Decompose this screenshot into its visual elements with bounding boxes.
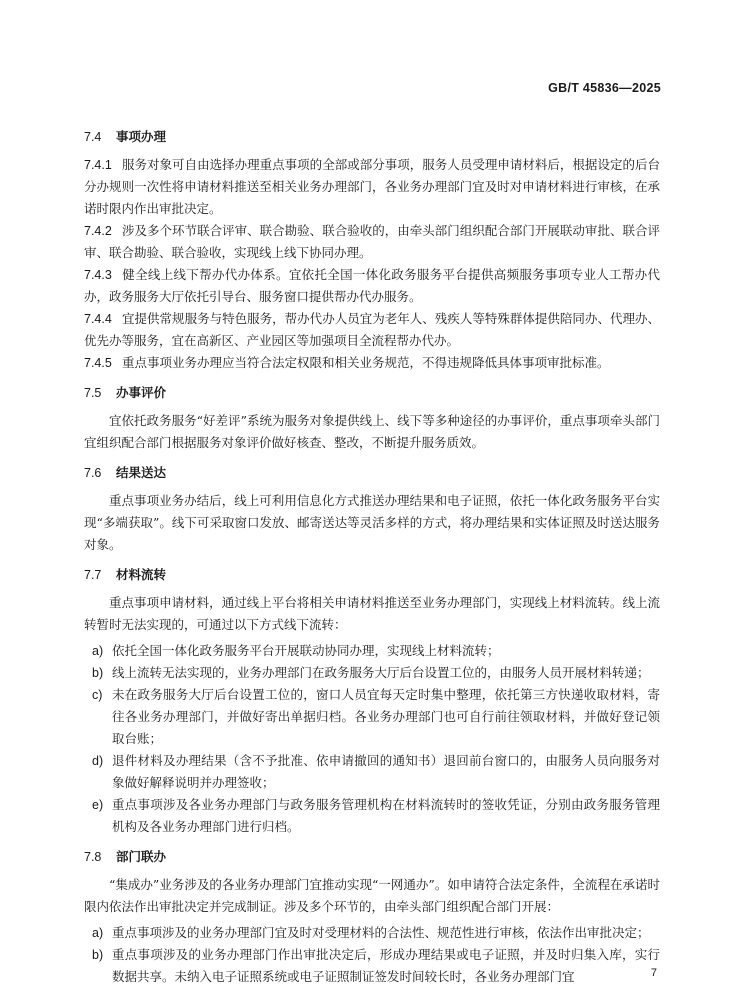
list-item: [84, 684, 660, 750]
section-title: 结果送达: [116, 465, 167, 480]
clause: [84, 154, 660, 220]
paragraph: 重点事项业务办结后，线上可利用信息化方式推送办理结果和电子证照，依托一体化政务服务平台实现“多端获取”。线下可采取窗口发放、邮寄送达等灵活多样的方式，将办理结果和实体证照及时送达服务对象。: [84, 493, 660, 552]
list-item: [84, 640, 660, 662]
section-title: 办事评价: [116, 385, 167, 400]
section-heading: [84, 382, 660, 404]
list-item: [84, 662, 660, 684]
standard-code: GB/T 45836—2025: [548, 81, 661, 95]
list-item-text: 依托全国一体化政务服务平台开展联动协同办理，实现线上材料流转；: [112, 643, 500, 658]
section-7-7: [84, 564, 660, 838]
section-title: 事项办理: [116, 129, 167, 144]
list-item: [84, 794, 660, 838]
list-item: [84, 750, 660, 794]
page-number: 7: [650, 967, 657, 979]
section-heading: [84, 846, 660, 868]
clause-number: 7.4.5: [84, 356, 112, 370]
list-marker: b): [92, 948, 104, 962]
list-item-text: 线上流转无法实现的，业务办理部门在政务服务大厅后台设置工位的，由服务人员开展材料转递；: [112, 665, 650, 680]
clause: [84, 352, 660, 374]
section-7-8: [84, 846, 660, 988]
list-marker: b): [92, 666, 104, 680]
list-item-text: 重点事项涉及的业务办理部门宜及时对受理材料的合法性、规范性进行审核，依法作出审批决定；: [112, 925, 650, 940]
list-item: [84, 922, 660, 944]
clause-text: 宜提供常规服务与特色服务，帮办代办人员宜为老年人、残疾人等特殊群体提供陪同办、代理办、优先办等服务，宜在高新区、产业园区等加强项目全流程帮办代办。: [84, 311, 660, 348]
section-heading: [84, 462, 660, 484]
clause-number: 7.4.3: [84, 268, 112, 282]
document-body: [84, 123, 660, 996]
list-item: [84, 944, 660, 988]
clause-text: 服务对象可自由选择办理重点事项的全部或部分事项，服务人员受理申请材料后，根据设定的后台分办规则一次性将申请材料推送至相关业务办理部门，各业务办理部门宜及时对申请材料进行审核，在承诺时限内作出审批决定。: [84, 157, 660, 216]
section-heading: [84, 564, 660, 586]
section-title: 部门联办: [116, 849, 167, 864]
clause-text: 健全线上线下帮办代办体系。宜依托全国一体化政务服务平台提供高频服务事项专业人工帮办代办，政务服务大厅依托引导台、服务窗口提供帮办代办服务。: [84, 267, 660, 304]
section-7-6: [84, 462, 660, 556]
list-marker: a): [92, 644, 104, 658]
clause: [84, 220, 660, 264]
list-marker: d): [92, 754, 104, 768]
list-marker: c): [92, 688, 103, 702]
clause-number: 7.4.1: [84, 158, 112, 172]
section-number: 7.8: [84, 850, 102, 864]
list-item-text: 退件材料及办理结果（含不予批准、依申请撤回的通知书）退回前台窗口的，由服务人员向服务对象做好解释说明并办理签收；: [112, 753, 660, 790]
paragraph: “集成办”业务涉及的各业务办理部门宜推动实现“一网通办”。如申请符合法定条件，全流程在承诺时限内依法作出审批决定并完成制证。涉及多个环节的，由牵头部门组织配合部门开展：: [84, 877, 660, 914]
section-7-5: [84, 382, 660, 454]
section-heading: [84, 126, 660, 148]
list-marker: e): [92, 798, 104, 812]
clause-text: 重点事项业务办理应当符合法定权限和相关业务规范，不得违规降低具体事项审批标准。: [122, 355, 610, 370]
clause-number: 7.4.4: [84, 312, 112, 326]
paragraph: 重点事项申请材料，通过线上平台将相关申请材料推送至业务办理部门，实现线上材料流转。线上流转暂时无法实现的，可通过以下方式线下流转：: [84, 595, 660, 632]
section-7-4: [84, 126, 660, 374]
section-number: 7.7: [84, 568, 102, 582]
section-title: 材料流转: [116, 567, 167, 582]
paragraph: 宜依托政务服务“好差评”系统为服务对象提供线上、线下等多种途径的办事评价，重点事项牵头部门宜组织配合部门根据服务对象评价做好核查、整改，不断提升服务质效。: [84, 413, 660, 450]
list-marker: a): [92, 926, 104, 940]
section-number: 7.4: [84, 130, 102, 144]
clause: [84, 308, 660, 352]
clause: [84, 264, 660, 308]
clause-text: 涉及多个环节联合评审、联合勘验、联合验收的，由牵头部门组织配合部门开展联动审批、联合评审、联合勘验、联合验收，实现线上线下协同办理。: [84, 223, 660, 260]
list-item-text: 重点事项涉及的业务办理部门作出审批决定后，形成办理结果或电子证照，并及时归集入库，实行数据共享。未纳入电子证照系统或电子证照制证签发时间较长时，各业务办理部门宜: [112, 947, 660, 984]
list-item-text: 未在政务服务大厅后台设置工位的，窗口人员宜每天定时集中整理，依托第三方快递收取材料，寄往各业务办理部门，并做好寄出单据归档。各业务办理部门也可自行前往领取材料，并做好登记领取台账；: [112, 687, 660, 746]
clause-number: 7.4.2: [84, 224, 112, 238]
section-number: 7.5: [84, 386, 102, 400]
list-item-text: 重点事项涉及各业务办理部门与政务服务管理机构在材料流转时的签收凭证，分别由政务服务管理机构及各业务办理部门进行归档。: [112, 797, 660, 834]
section-number: 7.6: [84, 466, 102, 480]
